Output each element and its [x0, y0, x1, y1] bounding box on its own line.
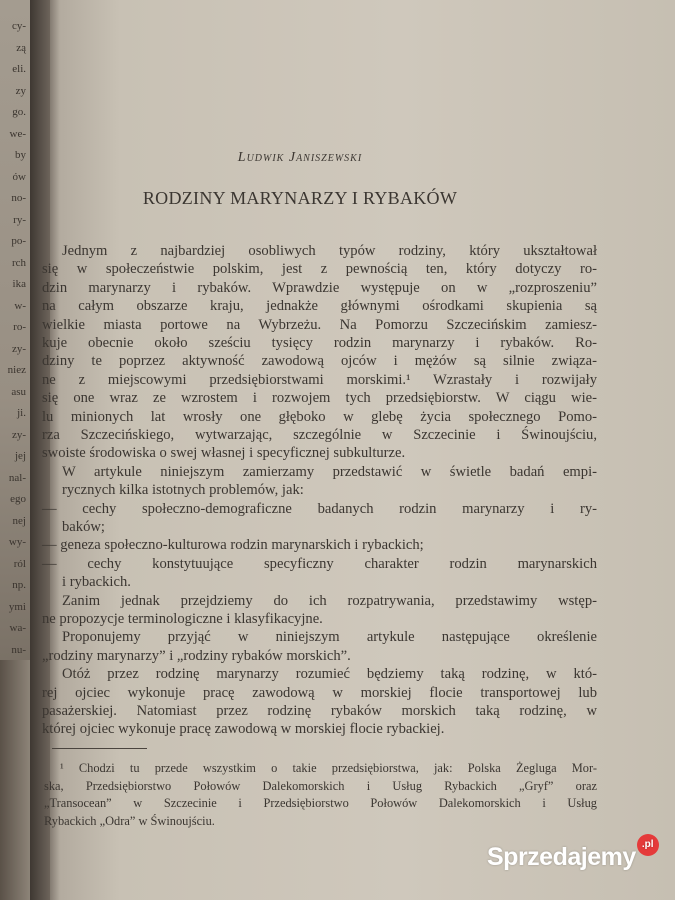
- previous-page-fragment: zy: [15, 84, 26, 97]
- body-line: rycznych kilka istotnych problemów, jak:: [62, 482, 304, 499]
- body-line: baków;: [62, 519, 105, 535]
- previous-page-fragment: nej: [12, 514, 26, 527]
- body-line: pasażerskiej. Natomiast przez rodzinę rybaków morskich taką rodzinę, w: [42, 703, 597, 719]
- previous-page-fragment: ry-: [13, 213, 26, 226]
- previous-page-fragment: jej: [15, 450, 26, 462]
- body-line: W artykule niniejszym zamierzamy przedstawić w świetle badań empi-: [62, 463, 597, 480]
- previous-page-fragment: w-: [14, 299, 26, 312]
- body-line: dziny te poprzez aktywność zawodową ojców i mężów są silnie związa-: [42, 353, 597, 370]
- previous-page-fragment: ego: [10, 493, 26, 505]
- body-line: — cechy społeczno-demograficzne badanych rodzin marynarzy i ry-: [42, 500, 597, 517]
- body-line: ne z miejscowymi przedsiębiorstwami morskimi.¹ Wzrastały i rozwijały: [42, 371, 597, 388]
- previous-page-fragment: zą: [16, 41, 26, 54]
- previous-page-fragment: po-: [11, 235, 26, 247]
- previous-page-fragment: no-: [11, 192, 26, 204]
- previous-page-fragment: ymi: [8, 600, 26, 613]
- body-line: ne propozycje terminologiczne i klasyfikacyjne.: [42, 611, 323, 627]
- previous-page-fragment: niez: [7, 364, 26, 376]
- body-line: lu minionych lat wrosły one głęboko w glebę życia społecznego Pomo-: [42, 408, 597, 425]
- previous-page-fragment: zy-: [11, 342, 26, 355]
- footnote-line: ¹ Chodzi tu przede wszystkim o takie przedsiębiorstwa, jak: Polska Żegluga Mor-: [60, 761, 597, 775]
- previous-page-fragment: wa-: [9, 622, 26, 634]
- previous-page-fragment: eli.: [12, 63, 26, 75]
- body-line: i rybackich.: [62, 574, 131, 591]
- body-line: której ojciec wykonuje pracę zawodową w morskiej flocie rybackiej.: [42, 721, 445, 738]
- previous-page-fragment: ro-: [13, 321, 26, 333]
- previous-page-fragment: ji.: [17, 407, 26, 419]
- previous-page-fragment: np.: [12, 579, 26, 591]
- body-line: Jednym z najbardziej osobliwych typów rodziny, który ukształtował: [62, 243, 597, 259]
- previous-page-fragment: nu-: [11, 643, 26, 656]
- previous-page-fragment: by: [15, 149, 26, 161]
- body-line: wielkie miasta portowe na Wybrzeżu. Na Pomorzu Szczecińskim zamiesz-: [42, 316, 597, 333]
- author-name: Ludwik Janiszewski: [237, 150, 363, 165]
- body-line: Zanim jednak przejdziemy do ich rozpatrywania, przedstawimy wstęp-: [62, 592, 597, 609]
- chapter-title: RODZINY MARYNARZY I RYBAKÓW: [142, 188, 458, 208]
- previous-page-fragment: zy-: [11, 428, 26, 441]
- previous-page-fragment: asu: [11, 385, 26, 398]
- body-line: się w społeczeństwie polskim, jest z pewnością ten, który dotyczy ro-: [42, 261, 597, 278]
- body-line: dzin marynarzy i rybaków. Wprawdzie występuje on w „rozproszeniu”: [42, 279, 597, 296]
- footnote-line: ska, Przedsiębiorstwo Połowów Dalekomorskich i Usług Rybackich „Gryf” oraz: [44, 778, 597, 793]
- body-line: Otóż przez rodzinę marynarzy rozumieć będziemy taką rodzinę, w któ-: [62, 666, 597, 683]
- previous-page-fragment: cy-: [11, 20, 26, 32]
- previous-page-fragment: rch: [11, 256, 26, 269]
- previous-page-fragment: ów: [12, 170, 26, 183]
- body-line: rza Szczecińskiego, wytwarzając, szczególnie w Szczecinie i Świnoujściu,: [42, 427, 597, 443]
- previous-page-fragment: ika: [12, 278, 26, 290]
- footnote-rule: [52, 748, 147, 749]
- body-line: rej ojciec wykonuje pracę zawodową w morskiej flocie transportowej lub: [42, 684, 597, 701]
- watermark-logo: [487, 839, 659, 872]
- body-line: Proponujemy przyjąć w niniejszym artykule następujące określenie: [62, 629, 597, 646]
- previous-page-fragment: nal-: [8, 471, 26, 484]
- watermark-text: Sprzedajemy: [487, 843, 636, 871]
- body-line: „rodziny marynarzy” i „rodziny rybaków morskich”.: [42, 647, 351, 664]
- body-line: kuje obecnie około sześciu tysięcy rodzin marynarzy i rybaków. Ro-: [42, 335, 597, 351]
- footnote-line: Rybackich „Odra” w Świnoujściu.: [44, 813, 215, 828]
- body-line: się one wraz ze wzrostem i rozwojem tych przedsiębiorstw. W ciągu wie-: [42, 390, 597, 407]
- previous-page-fragment: we-: [9, 127, 26, 140]
- previous-page-fragment: ról: [13, 557, 26, 570]
- previous-page-fragment: wy-: [8, 536, 26, 548]
- previous-page-fragment: go.: [12, 106, 26, 118]
- body-line: — cechy konstytuujące specyficzny charakter rodzin marynarskich: [42, 555, 597, 572]
- footnote-line: „Transocean” w Szczecinie i Przedsiębiorstwo Połowów Dalekomorskich i Usług: [44, 796, 597, 810]
- body-line: na całym obszarze kraju, jednakże głównymi ośrodkami skupienia są: [42, 298, 597, 315]
- body-line: — geneza społeczno-kulturowa rodzin marynarskich i rybackich;: [42, 537, 424, 554]
- watermark-suffix: .pl: [637, 834, 659, 856]
- body-line: swoiste środowiska o swej własnej i specyficznej subkulturze.: [42, 445, 406, 462]
- previous-page-edge: [0, 0, 30, 660]
